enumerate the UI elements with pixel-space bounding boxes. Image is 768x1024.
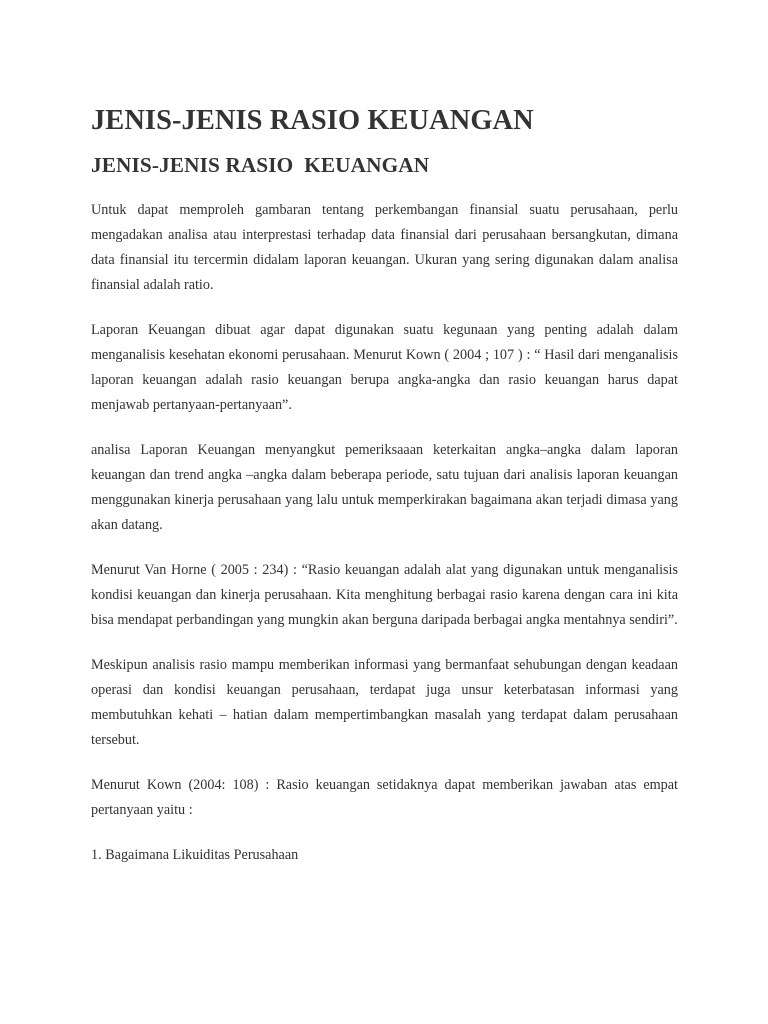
- document-page: [91, 105, 678, 868]
- section-heading: JENIS-JENIS RASIO KEUANGAN: [91, 153, 430, 177]
- paragraph-laporan-keuangan: Laporan Keuangan dibuat agar dapat digunakan suatu kegunaan yang penting adalah dalam menganalisis kesehatan ekonomi perusahaan. Menurut Kown ( 2004 ; 107 ) : “ Hasil dari menganalisis laporan keuangan adalah rasio keuangan berupa angka-angka dan rasio keuangan harus dapat menjawab pertanyaan-pertanyaan”.: [91, 322, 678, 413]
- paragraph-kown-questions: Menurut Kown (2004: 108) : Rasio keuangan setidaknya dapat memberikan jawaban atas empat pertanyaan yaitu :: [91, 777, 678, 818]
- paragraph-intro: Untuk dapat memproleh gambaran tentang perkembangan finansial suatu perusahaan, perlu mengadakan analisa atau interprestasi terhadap data finansial dari perusahaan bersangkutan, dimana data finansial itu tercermin didalam laporan keuangan. Ukuran yang sering digunakan dalam analisa finansial adalah ratio.: [91, 202, 678, 293]
- document-title: JENIS-JENIS RASIO KEUANGAN: [91, 105, 534, 136]
- paragraph-keterbatasan: Meskipun analisis rasio mampu memberikan informasi yang bermanfaat sehubungan dengan keadaan operasi dan kondisi keuangan perusahaan, terdapat juga unsur keterbatasan informasi yang membutuhkan kehati – hatian dalam mempertimbangkan masalah yang terdapat dalam perusahaan tersebut.: [91, 657, 678, 748]
- paragraph-van-horne: Menurut Van Horne ( 2005 : 234) : “Rasio keuangan adalah alat yang digunakan untuk menganalisis kondisi keuangan dan kinerja perusahaan. Kita menghitung berbagai rasio karena dengan cara ini kita bisa mendapat perbandingan yang mungkin akan berguna daripada berbagai angka mentahnya sendiri”.: [91, 562, 678, 628]
- paragraph-analisa-laporan: analisa Laporan Keuangan menyangkut pemeriksaaan keterkaitan angka–angka dalam laporan keuangan dan trend angka –angka dalam beberapa periode, satu tujuan dari analisis laporan keuangan menggunakan kinerja perusahaan yang lalu untuk memperkirakan bagaimana akan terjadi dimasa yang akan datang.: [91, 442, 678, 533]
- list-item: 1. Bagaimana Likuiditas Perusahaan: [91, 847, 299, 863]
